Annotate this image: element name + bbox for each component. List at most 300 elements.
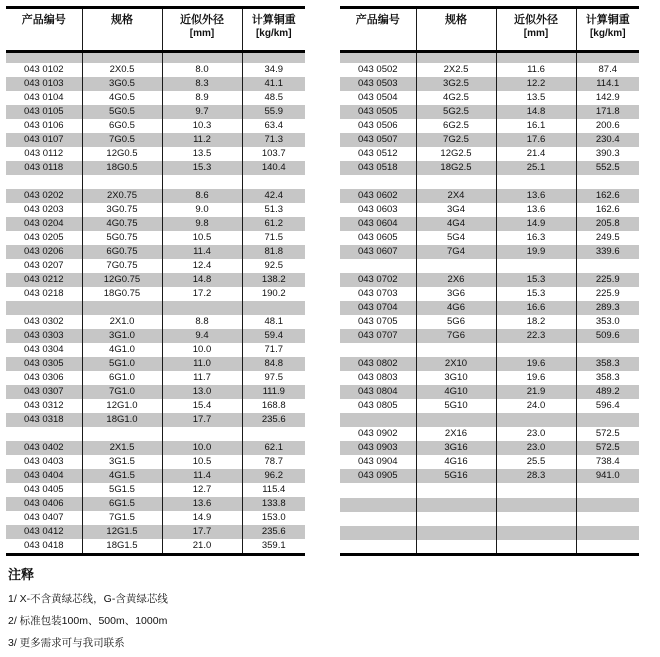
table-row <box>340 217 639 231</box>
cell-outer-diameter: 15.4 <box>162 399 242 413</box>
empty-cell <box>576 526 639 540</box>
table-row <box>6 91 305 105</box>
table-row <box>340 77 639 91</box>
cell-outer-diameter: 21.0 <box>162 539 242 555</box>
cell-product-id: 043 0102 <box>23 63 64 75</box>
cell-product-id: 043 0802 <box>340 357 416 371</box>
cell-copper-weight: 168.8 <box>242 399 305 413</box>
empty-cell <box>496 498 576 512</box>
cell-copper-weight: 115.4 <box>242 483 305 497</box>
cell-spec: 2X1.5 <box>82 441 162 455</box>
cell-spec: 4G16 <box>416 455 496 469</box>
cell-spec: 4G4 <box>416 217 496 231</box>
cell-product-id: 043 0305 <box>6 357 82 371</box>
cell-copper-weight: 205.8 <box>576 217 639 231</box>
cell-outer-diameter: 10.0 <box>162 343 242 357</box>
table-row <box>6 231 305 245</box>
cell-product-id: 043 0304 <box>23 343 64 355</box>
table-row <box>6 203 305 217</box>
cell-spec: 12G1.0 <box>82 399 162 413</box>
empty-row <box>340 343 639 357</box>
empty-row <box>340 498 639 512</box>
cell-copper-weight: 162.6 <box>576 189 639 203</box>
cell-outer-diameter: 12.7 <box>162 483 242 497</box>
cell-product-id: 043 0307 <box>6 385 82 399</box>
column-header: 近似外径 [mm] <box>162 8 242 52</box>
table-row <box>6 259 305 273</box>
cell-spec: 3G10 <box>416 371 496 385</box>
cell-copper-weight: 390.3 <box>576 147 639 161</box>
cell-spec: 3G6 <box>416 287 496 301</box>
cell-copper-weight: 353.0 <box>576 315 639 329</box>
cell-product-id: 043 0204 <box>6 217 82 231</box>
cell-outer-diameter: 14.9 <box>496 217 576 231</box>
cell-outer-diameter: 12.2 <box>496 77 576 91</box>
table-row <box>6 161 305 175</box>
cell-spec: 5G0.75 <box>82 231 162 245</box>
cell-spec: 2X16 <box>416 427 496 441</box>
table-row <box>340 455 639 469</box>
cell-copper-weight: 138.2 <box>242 273 305 287</box>
cell-copper-weight: 572.5 <box>576 427 639 441</box>
cell-outer-diameter: 10.5 <box>162 455 242 469</box>
cell-copper-weight: 71.3 <box>242 133 305 147</box>
empty-cell <box>82 427 162 441</box>
cell-copper-weight: 111.9 <box>242 385 305 399</box>
cell-spec: 2X0.5 <box>82 63 162 77</box>
table-row <box>6 77 305 91</box>
cell-outer-diameter: 11.7 <box>162 371 242 385</box>
cell-outer-diameter: 17.2 <box>162 287 242 301</box>
cell-spec: 3G1.5 <box>82 455 162 469</box>
cell-spec: 5G1.0 <box>82 357 162 371</box>
cell-spec: 7G6 <box>416 329 496 343</box>
cell-copper-weight: 339.6 <box>576 245 639 259</box>
table-row <box>340 287 639 301</box>
cell-outer-diameter: 15.3 <box>162 161 242 175</box>
table-row <box>6 399 305 413</box>
empty-row <box>340 259 639 273</box>
cell-product-id: 043 0804 <box>340 385 416 399</box>
cell-outer-diameter: 16.6 <box>496 301 576 315</box>
cell-outer-diameter: 13.5 <box>496 91 576 105</box>
column-header-unit: [mm] <box>523 28 549 39</box>
cell-copper-weight: 96.2 <box>242 469 305 483</box>
cell-spec: 2X1.0 <box>82 315 162 329</box>
table-row <box>6 119 305 133</box>
empty-cell <box>416 498 496 512</box>
cell-outer-diameter: 28.3 <box>496 469 576 483</box>
empty-cell <box>496 526 576 540</box>
cell-product-id: 043 0106 <box>23 119 64 131</box>
cell-product-id: 043 0512 <box>357 147 398 159</box>
column-header-unit: [kg/km] <box>255 28 292 39</box>
empty-cell <box>496 343 576 357</box>
cell-outer-diameter: 18.2 <box>496 315 576 329</box>
cell-product-id: 043 0502 <box>357 63 398 75</box>
column-header-unit: [kg/km] <box>589 28 626 39</box>
table-row <box>6 413 305 427</box>
table-row <box>340 133 639 147</box>
cell-spec: 5G0.5 <box>82 105 162 119</box>
cell-copper-weight: 235.6 <box>242 413 305 427</box>
empty-row <box>6 427 305 441</box>
cell-outer-diameter: 23.0 <box>496 427 576 441</box>
cell-product-id: 043 0704 <box>340 301 416 315</box>
cell-spec: 18G0.75 <box>82 287 162 301</box>
cell-spec: 12G0.75 <box>82 273 162 287</box>
cell-product-id: 043 0503 <box>340 77 416 91</box>
cell-spec: 12G2.5 <box>416 147 496 161</box>
cell-outer-diameter: 25.5 <box>496 455 576 469</box>
cell-product-id: 043 0902 <box>357 428 398 440</box>
table-row <box>340 231 639 245</box>
notes-section <box>8 567 168 649</box>
cell-product-id: 043 0707 <box>340 329 416 343</box>
cell-product-id: 043 0312 <box>23 399 64 411</box>
table-row <box>340 91 639 105</box>
cell-product-id: 043 0105 <box>6 105 82 119</box>
cell-copper-weight: 42.4 <box>242 189 305 203</box>
header-row <box>6 8 305 52</box>
empty-cell <box>340 52 416 63</box>
cell-copper-weight: 509.6 <box>576 329 639 343</box>
cell-product-id: 043 0904 <box>357 456 398 468</box>
cell-copper-weight: 114.1 <box>576 77 639 91</box>
cell-spec: 5G2.5 <box>416 105 496 119</box>
table-row <box>340 273 639 287</box>
cell-outer-diameter: 17.7 <box>162 525 242 539</box>
cell-product-id: 043 0404 <box>6 469 82 483</box>
cell-outer-diameter: 11.4 <box>162 245 242 259</box>
cell-outer-diameter: 13.6 <box>162 497 242 511</box>
cell-product-id: 043 0318 <box>6 413 82 427</box>
cell-outer-diameter: 10.3 <box>162 119 242 133</box>
cell-product-id: 043 0418 <box>23 539 64 551</box>
empty-row <box>6 52 305 63</box>
cell-product-id: 043 0506 <box>357 119 398 131</box>
spec-table-right <box>340 6 639 556</box>
empty-cell <box>242 427 305 441</box>
cell-spec: 7G1.0 <box>82 385 162 399</box>
cell-outer-diameter: 13.0 <box>162 385 242 399</box>
cell-product-id: 043 0206 <box>6 245 82 259</box>
cell-spec: 18G1.0 <box>82 413 162 427</box>
cell-outer-diameter: 17.6 <box>496 133 576 147</box>
empty-row <box>340 175 639 189</box>
empty-cell <box>416 52 496 63</box>
cell-product-id: 043 0705 <box>357 316 398 328</box>
cell-spec: 4G6 <box>416 301 496 315</box>
empty-cell <box>162 175 242 189</box>
empty-cell <box>340 512 416 526</box>
cell-outer-diameter: 8.0 <box>162 63 242 77</box>
cell-spec: 4G1.5 <box>82 469 162 483</box>
cell-outer-diameter: 19.6 <box>496 371 576 385</box>
empty-cell <box>340 413 416 427</box>
cell-spec: 2X10 <box>416 357 496 371</box>
cell-copper-weight: 235.6 <box>242 525 305 539</box>
notes-list <box>8 593 168 649</box>
cell-spec: 4G1.0 <box>82 343 162 357</box>
empty-cell <box>6 52 82 63</box>
table-row <box>6 189 305 203</box>
column-header: 产品编号 <box>6 8 82 52</box>
cell-spec: 3G4 <box>416 203 496 217</box>
table-row <box>6 511 305 525</box>
empty-cell <box>416 483 496 497</box>
table-row <box>340 245 639 259</box>
cell-outer-diameter: 11.0 <box>162 357 242 371</box>
cell-product-id: 043 0505 <box>340 105 416 119</box>
table-row <box>340 301 639 315</box>
cell-copper-weight: 133.8 <box>242 497 305 511</box>
cell-outer-diameter: 23.0 <box>496 441 576 455</box>
table-row <box>6 441 305 455</box>
cell-spec: 3G0.5 <box>82 77 162 91</box>
table-row <box>340 427 639 441</box>
empty-cell <box>162 301 242 315</box>
cell-product-id: 043 0212 <box>6 273 82 287</box>
cell-spec: 3G0.75 <box>82 203 162 217</box>
cell-spec: 2X2.5 <box>416 63 496 77</box>
header-row <box>340 8 639 52</box>
cell-outer-diameter: 17.7 <box>162 413 242 427</box>
empty-cell <box>162 427 242 441</box>
empty-cell <box>340 540 416 554</box>
empty-cell <box>496 483 576 497</box>
cell-outer-diameter: 10.0 <box>162 441 242 455</box>
empty-cell <box>242 175 305 189</box>
empty-cell <box>416 512 496 526</box>
table-row <box>6 539 305 555</box>
empty-cell <box>82 52 162 63</box>
cell-product-id: 043 0605 <box>357 231 398 243</box>
cell-copper-weight: 289.3 <box>576 301 639 315</box>
cell-product-id: 043 0603 <box>357 203 398 215</box>
cell-copper-weight: 200.6 <box>576 119 639 133</box>
empty-cell <box>576 498 639 512</box>
cell-copper-weight: 140.4 <box>242 161 305 175</box>
table-row <box>340 371 639 385</box>
column-header: 计算铜重 [kg/km] <box>576 8 639 52</box>
cell-spec: 2X0.75 <box>82 189 162 203</box>
column-header-unit: [mm] <box>189 28 215 39</box>
table-row <box>6 329 305 343</box>
cell-outer-diameter: 14.9 <box>162 511 242 525</box>
cell-copper-weight: 59.4 <box>242 329 305 343</box>
table-row <box>340 329 639 343</box>
cell-outer-diameter: 12.4 <box>162 259 242 273</box>
cell-spec: 6G0.75 <box>82 245 162 259</box>
table-row <box>340 189 639 203</box>
cell-copper-weight: 62.1 <box>242 441 305 455</box>
empty-row <box>340 512 639 526</box>
cell-spec: 5G6 <box>416 315 496 329</box>
cell-copper-weight: 48.1 <box>242 315 305 329</box>
cell-spec: 7G0.75 <box>82 259 162 273</box>
empty-cell <box>162 52 242 63</box>
cell-spec: 5G1.5 <box>82 483 162 497</box>
cell-copper-weight: 489.2 <box>576 385 639 399</box>
table-row <box>340 161 639 175</box>
note-item: 3/ 更多需求可与我司联系 <box>8 637 125 649</box>
cell-outer-diameter: 16.1 <box>496 119 576 133</box>
cell-copper-weight: 48.5 <box>242 91 305 105</box>
cell-copper-weight: 61.2 <box>242 217 305 231</box>
cell-spec: 18G1.5 <box>82 539 162 555</box>
empty-cell <box>6 301 82 315</box>
cell-product-id: 043 0218 <box>23 287 64 299</box>
cell-product-id: 043 0104 <box>23 91 64 103</box>
empty-cell <box>416 343 496 357</box>
column-header: 产品编号 <box>340 8 416 52</box>
empty-cell <box>242 52 305 63</box>
cell-product-id: 043 0803 <box>357 372 398 384</box>
empty-cell <box>576 512 639 526</box>
cell-product-id: 043 0405 <box>23 483 64 495</box>
empty-cell <box>416 175 496 189</box>
empty-cell <box>416 413 496 427</box>
cell-outer-diameter: 8.3 <box>162 77 242 91</box>
cell-outer-diameter: 8.6 <box>162 189 242 203</box>
table-row <box>340 399 639 413</box>
empty-cell <box>496 52 576 63</box>
cell-outer-diameter: 9.0 <box>162 203 242 217</box>
table-row <box>6 497 305 511</box>
empty-cell <box>6 427 82 441</box>
cell-product-id: 043 0303 <box>6 329 82 343</box>
cell-spec: 4G2.5 <box>416 91 496 105</box>
empty-cell <box>340 259 416 273</box>
cell-spec: 7G0.5 <box>82 133 162 147</box>
table-row <box>340 105 639 119</box>
spec-tables <box>6 6 639 556</box>
cell-copper-weight: 572.5 <box>576 441 639 455</box>
cell-copper-weight: 71.5 <box>242 231 305 245</box>
empty-cell <box>6 175 82 189</box>
table-row <box>6 147 305 161</box>
table-row <box>6 287 305 301</box>
note-item: 2/ 标准包装100m、500m、1000m <box>8 615 168 627</box>
cell-product-id: 043 0412 <box>6 525 82 539</box>
empty-cell <box>416 526 496 540</box>
empty-cell <box>576 413 639 427</box>
cell-outer-diameter: 14.8 <box>162 273 242 287</box>
table-row <box>340 119 639 133</box>
cell-copper-weight: 55.9 <box>242 105 305 119</box>
cell-outer-diameter: 9.7 <box>162 105 242 119</box>
cell-outer-diameter: 10.5 <box>162 231 242 245</box>
table-row <box>6 273 305 287</box>
table-row <box>340 441 639 455</box>
notes-title: 注释 <box>8 567 35 582</box>
cell-outer-diameter: 8.9 <box>162 91 242 105</box>
cell-spec: 6G1.5 <box>82 497 162 511</box>
cell-spec: 18G0.5 <box>82 161 162 175</box>
empty-row <box>6 301 305 315</box>
cell-copper-weight: 230.4 <box>576 133 639 147</box>
cell-copper-weight: 97.5 <box>242 371 305 385</box>
cell-product-id: 043 0207 <box>23 259 64 271</box>
cell-outer-diameter: 24.0 <box>496 399 576 413</box>
cell-copper-weight: 162.6 <box>576 203 639 217</box>
cell-outer-diameter: 21.4 <box>496 147 576 161</box>
cell-copper-weight: 552.5 <box>576 161 639 175</box>
cell-spec: 4G0.75 <box>82 217 162 231</box>
table-row <box>340 203 639 217</box>
cell-outer-diameter: 11.2 <box>162 133 242 147</box>
empty-row <box>340 413 639 427</box>
cell-product-id: 043 0805 <box>357 400 398 412</box>
cell-spec: 7G4 <box>416 245 496 259</box>
cell-outer-diameter: 13.6 <box>496 189 576 203</box>
empty-cell <box>340 343 416 357</box>
cell-spec: 5G16 <box>416 469 496 483</box>
cell-copper-weight: 71.7 <box>242 343 305 357</box>
table-row <box>6 385 305 399</box>
cell-product-id: 043 0507 <box>340 133 416 147</box>
empty-cell <box>340 175 416 189</box>
table-row <box>6 469 305 483</box>
cell-spec: 5G4 <box>416 231 496 245</box>
cell-product-id: 043 0504 <box>357 91 398 103</box>
cell-copper-weight: 358.3 <box>576 371 639 385</box>
cell-spec: 5G10 <box>416 399 496 413</box>
cell-product-id: 043 0203 <box>23 203 64 215</box>
cell-spec: 6G2.5 <box>416 119 496 133</box>
table-row <box>340 385 639 399</box>
empty-cell <box>576 175 639 189</box>
empty-cell <box>416 540 496 554</box>
cell-product-id: 043 0903 <box>340 441 416 455</box>
cell-spec: 7G1.5 <box>82 511 162 525</box>
cell-product-id: 043 0604 <box>340 217 416 231</box>
cell-product-id: 043 0402 <box>6 441 82 455</box>
table-row <box>6 105 305 119</box>
empty-cell <box>82 175 162 189</box>
cell-product-id: 043 0103 <box>6 77 82 91</box>
empty-cell <box>576 259 639 273</box>
empty-cell <box>576 52 639 63</box>
empty-cell <box>340 483 416 497</box>
cell-copper-weight: 63.4 <box>242 119 305 133</box>
cell-copper-weight: 103.7 <box>242 147 305 161</box>
table-row <box>340 469 639 483</box>
empty-cell <box>242 301 305 315</box>
empty-cell <box>82 301 162 315</box>
cell-copper-weight: 92.5 <box>242 259 305 273</box>
cell-spec: 12G0.5 <box>82 147 162 161</box>
cell-product-id: 043 0202 <box>6 189 82 203</box>
empty-row <box>340 52 639 63</box>
empty-row <box>340 483 639 497</box>
cell-copper-weight: 738.4 <box>576 455 639 469</box>
cell-outer-diameter: 15.3 <box>496 273 576 287</box>
column-header: 计算铜重 [kg/km] <box>242 8 305 52</box>
column-header: 近似外径 [mm] <box>496 8 576 52</box>
note-item: 1/ X-不含黄绿芯线，G-含黄绿芯线 <box>8 593 168 605</box>
column-header: 规格 <box>82 8 162 52</box>
table-row <box>340 315 639 329</box>
cell-product-id: 043 0607 <box>340 245 416 259</box>
cell-product-id: 043 0518 <box>340 161 416 175</box>
cell-product-id: 043 0703 <box>357 288 398 300</box>
cell-outer-diameter: 25.1 <box>496 161 576 175</box>
cell-copper-weight: 249.5 <box>576 231 639 245</box>
cell-outer-diameter: 15.3 <box>496 287 576 301</box>
cell-spec: 3G2.5 <box>416 77 496 91</box>
